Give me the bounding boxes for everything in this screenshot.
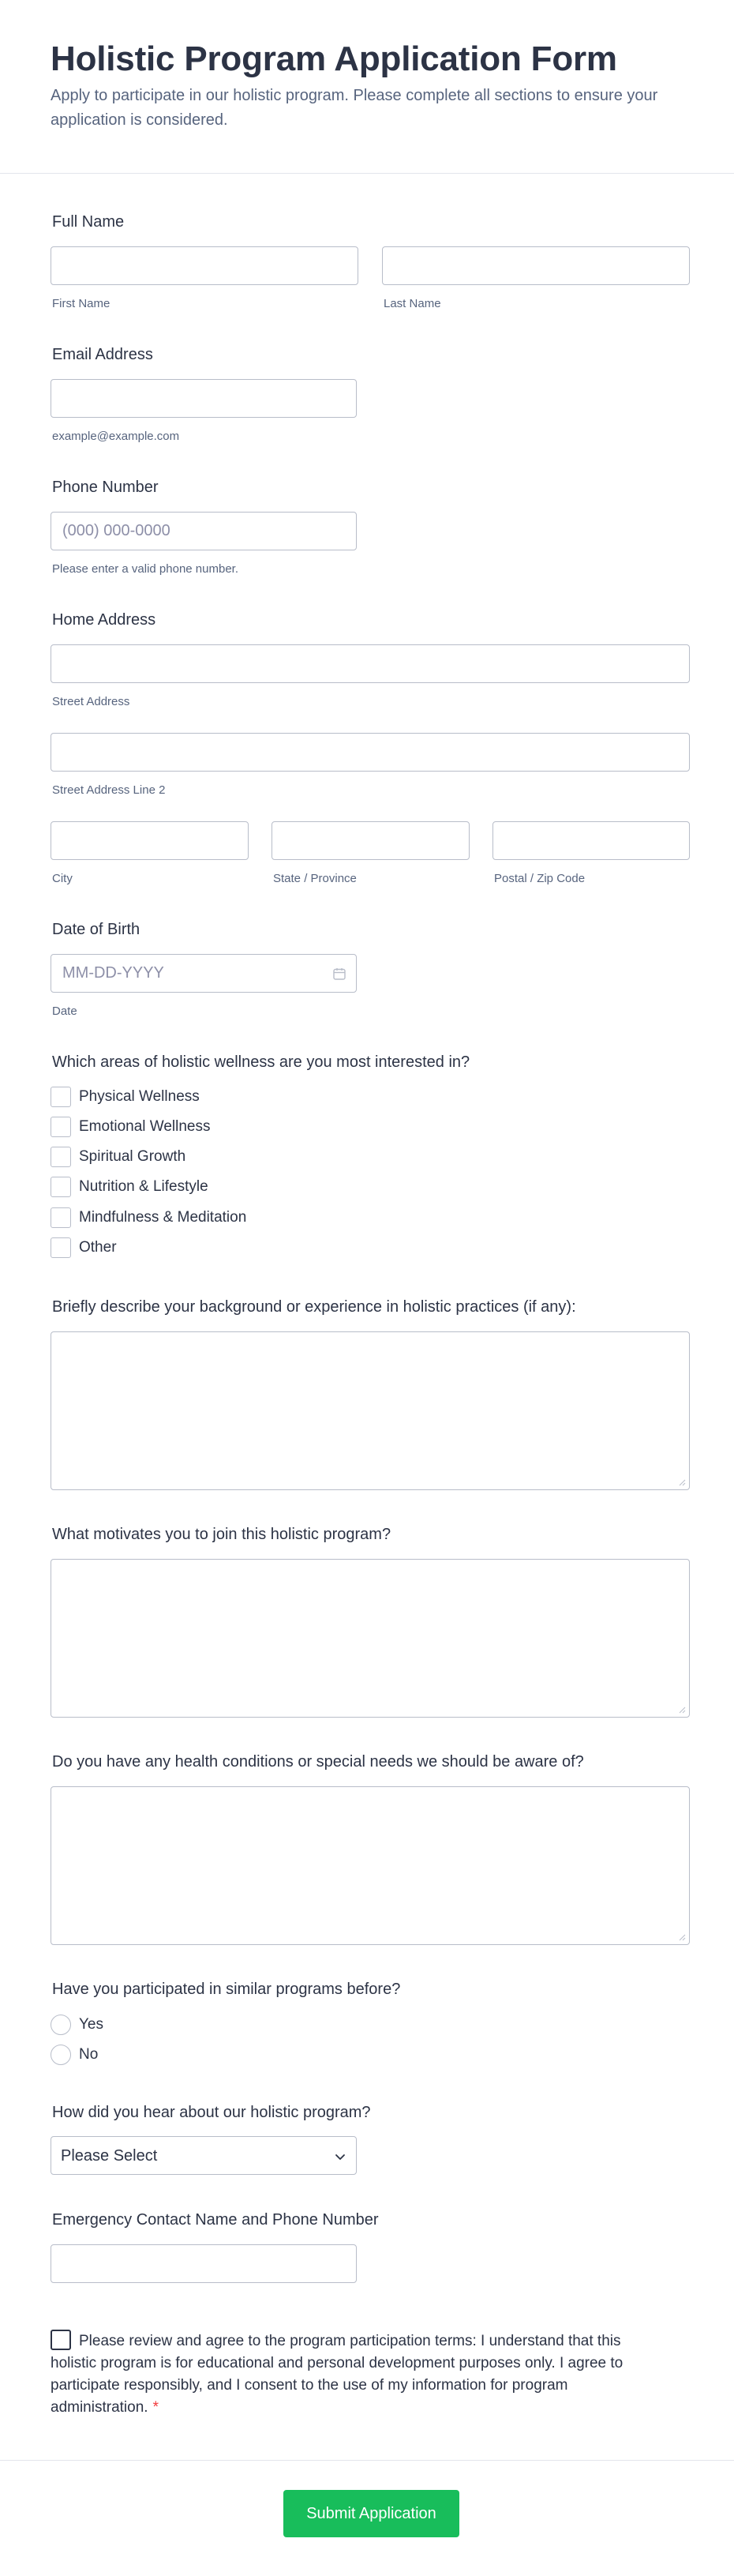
checkbox[interactable] — [51, 1207, 71, 1228]
last-name-input[interactable] — [382, 246, 690, 285]
street-address-2-sublabel: Street Address Line 2 — [52, 783, 166, 797]
checkbox[interactable] — [51, 1087, 71, 1107]
background-textarea[interactable] — [51, 1331, 690, 1490]
emergency-contact-input[interactable] — [51, 2244, 357, 2283]
checkbox[interactable] — [51, 1117, 71, 1137]
checkbox[interactable] — [51, 1237, 71, 1258]
chevron-down-icon — [334, 2150, 346, 2163]
state-sublabel: State / Province — [273, 872, 357, 885]
address-label: Home Address — [52, 611, 156, 629]
form-subtitle: Apply to participate in our holistic program. Please complete all sections to ensure your application is considered. — [51, 87, 658, 129]
submit-button[interactable]: Submit Application — [283, 2490, 459, 2537]
interest-option-label: Nutrition & Lifestyle — [79, 1178, 208, 1195]
first-name-sublabel: First Name — [52, 297, 110, 310]
motivation-textarea[interactable] — [51, 1559, 690, 1718]
street-address-input[interactable] — [51, 644, 690, 683]
dob-sublabel: Date — [52, 1004, 77, 1018]
dob-input[interactable] — [51, 954, 357, 993]
radio-label: No — [79, 2046, 99, 2063]
city-sublabel: City — [52, 872, 73, 885]
form-header — [0, 0, 734, 174]
required-mark: * — [152, 2399, 159, 2416]
radio-button[interactable] — [51, 2015, 71, 2035]
interest-option[interactable] — [51, 1237, 117, 1259]
interest-option-label: Spiritual Growth — [79, 1148, 186, 1165]
street-address-2-input[interactable] — [51, 733, 690, 772]
resize-handle-icon[interactable] — [679, 1934, 686, 1941]
form-title: Holistic Program Application Form — [51, 39, 617, 78]
city-input[interactable] — [51, 821, 249, 860]
motivation-label: What motivates you to join this holistic program? — [52, 1526, 391, 1543]
referral-label: How did you hear about our holistic program? — [52, 2104, 371, 2121]
phone-input[interactable] — [51, 512, 357, 550]
participated-option-no[interactable] — [51, 2044, 98, 2066]
full-name-label: Full Name — [52, 213, 125, 231]
zip-input[interactable] — [492, 821, 690, 860]
interest-option[interactable] — [51, 1116, 211, 1138]
phone-placeholder: (000) 000-0000 — [62, 522, 170, 539]
email-input[interactable] — [51, 379, 357, 418]
emergency-label: Emergency Contact Name and Phone Number — [52, 2211, 379, 2229]
participated-option-yes[interactable] — [51, 2014, 103, 2036]
terms-consent — [51, 2330, 635, 2419]
background-label: Briefly describe your background or experience in holistic practices (if any): — [52, 1298, 576, 1316]
interest-option-label: Other — [79, 1239, 117, 1256]
interest-option-label: Physical Wellness — [79, 1088, 200, 1105]
health-label: Do you have any health conditions or special needs we should be aware of? — [52, 1753, 584, 1771]
interest-option-label: Mindfulness & Meditation — [79, 1209, 247, 1226]
email-sublabel: example@example.com — [52, 430, 180, 443]
last-name-sublabel: Last Name — [384, 297, 441, 310]
phone-label: Phone Number — [52, 479, 159, 496]
participated-label: Have you participated in similar programs before? — [52, 1981, 401, 1998]
referral-selected-value: Please Select — [61, 2147, 158, 2165]
interest-option[interactable] — [51, 1176, 208, 1198]
interest-option[interactable] — [51, 1146, 185, 1168]
radio-button[interactable] — [51, 2045, 71, 2065]
terms-text: Please review and agree to the program participation terms: I understand that this holistic program is for educational and personal development purposes only. I agree to participate responsibly, and I consent to the use of my information for program administration. — [51, 2333, 624, 2416]
street-address-sublabel: Street Address — [52, 695, 130, 708]
terms-checkbox[interactable] — [51, 2330, 71, 2350]
health-textarea[interactable] — [51, 1786, 690, 1945]
interest-option-label: Emotional Wellness — [79, 1118, 211, 1135]
dob-placeholder: MM-DD-YYYY — [62, 964, 164, 982]
resize-handle-icon[interactable] — [679, 1707, 686, 1714]
interest-option[interactable] — [51, 1086, 200, 1108]
referral-select[interactable] — [51, 2136, 357, 2175]
zip-sublabel: Postal / Zip Code — [494, 872, 586, 885]
calendar-icon[interactable] — [332, 967, 346, 981]
radio-label: Yes — [79, 2016, 103, 2033]
first-name-input[interactable] — [51, 246, 358, 285]
phone-sublabel: Please enter a valid phone number. — [52, 562, 238, 576]
interest-option[interactable] — [51, 1207, 246, 1229]
state-input[interactable] — [272, 821, 470, 860]
checkbox[interactable] — [51, 1147, 71, 1167]
interests-label: Which areas of holistic wellness are you most interested in? — [52, 1053, 470, 1071]
email-label: Email Address — [52, 346, 153, 363]
dob-label: Date of Birth — [52, 921, 140, 938]
checkbox[interactable] — [51, 1177, 71, 1197]
resize-handle-icon[interactable] — [679, 1479, 686, 1486]
